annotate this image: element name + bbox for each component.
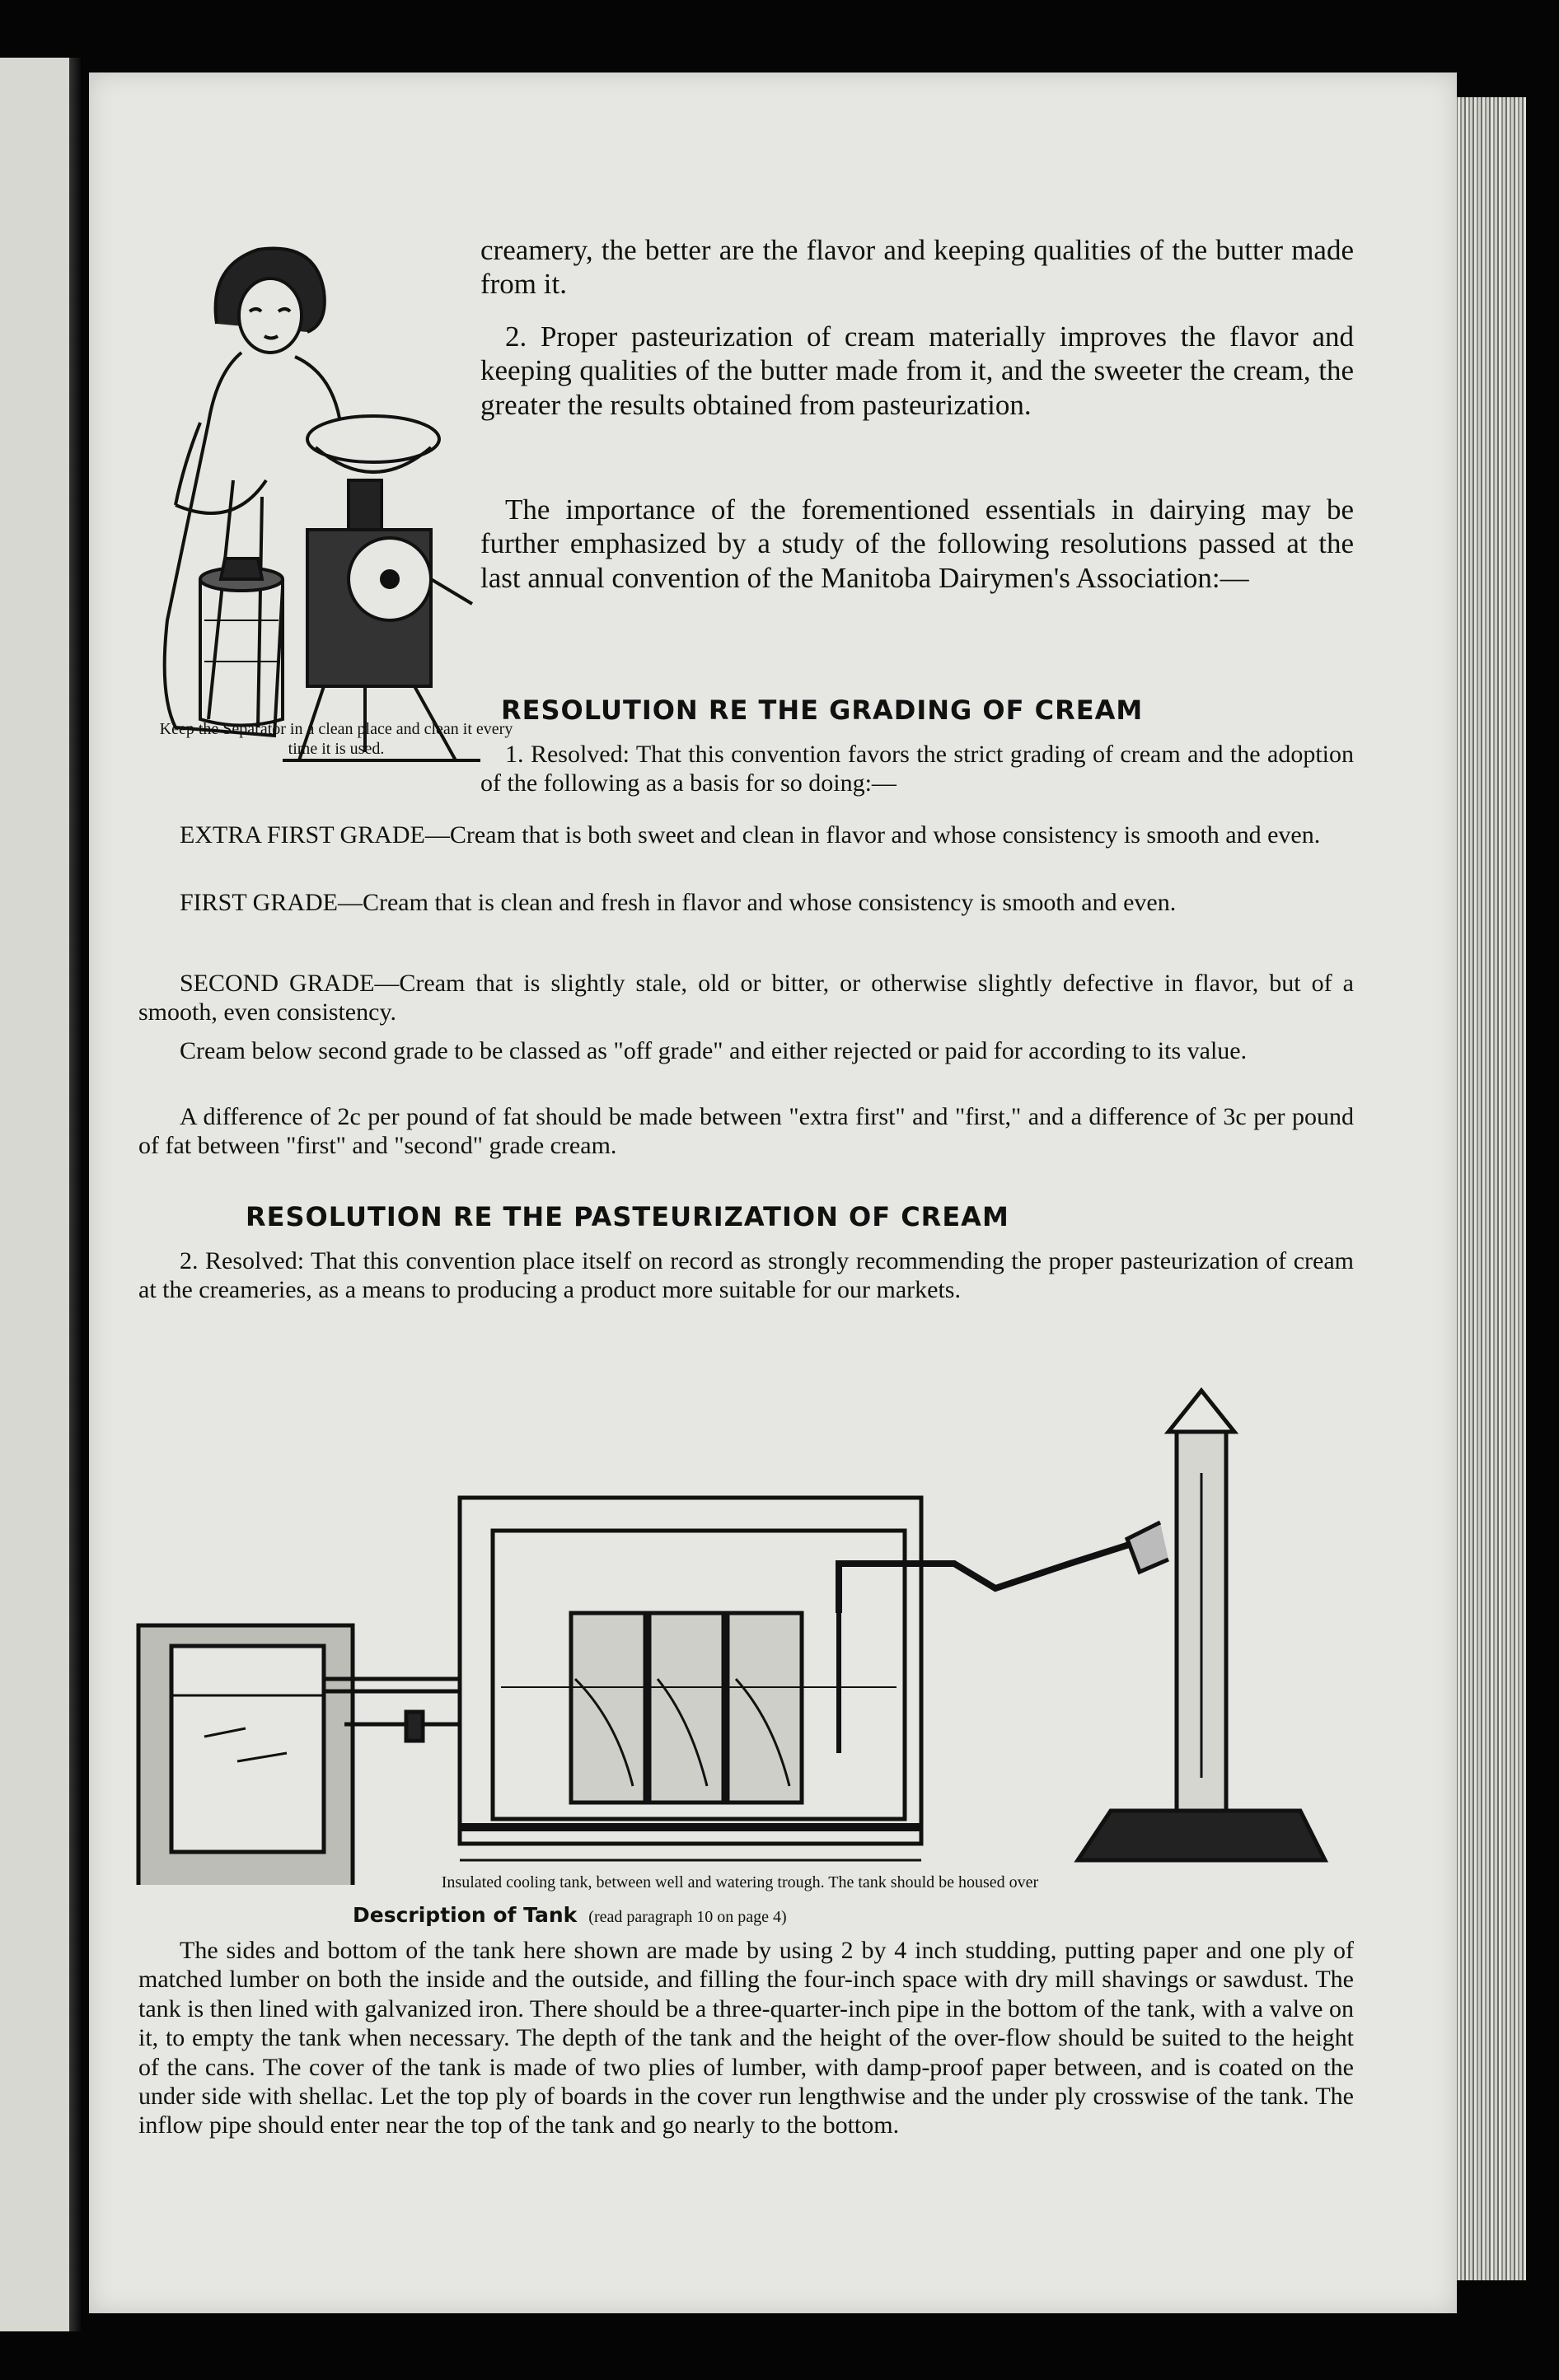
book-gutter — [69, 58, 81, 2331]
description-text: The sides and bottom of the tank here shown are made by using 2 by 4 inch studding, putting paper and one ply of matched lumber on both the inside and the outside, and filling the four-inch space with dry mill shavings or sawdust. The tank is then lined with galvanized iron. There should be a three-quarter-inch pipe in the bottom of the tank, with a valve on it, to empty the tank when necessary. The depth of the tank and the height of the over-flow should be suited to the height of the cans. The cover of the tank is made of two plies of lumber, with damp-proof paper between, and is coated on the under side with shellac. Let the top ply of boards in the cover run lengthwise and the under ply crosswise of the tank. The inflow pipe should enter near the top of the tank and go nearly to the bottom. — [138, 1937, 1354, 2139]
separator-illustration — [118, 233, 522, 777]
description-title-row — [353, 1903, 787, 1927]
first-grade: FIRST GRADE—Cream that is clean and fresh in flavor and whose consistency is smooth and even. — [180, 889, 1177, 916]
description-title: Description of Tank — [353, 1903, 578, 1927]
grading-heading: RESOLUTION RE THE GRADING OF CREAM — [501, 694, 1144, 726]
pasteurization-resolved: 2. Resolved: That this convention place itself on record as strongly recommending the proper pasteurization of cream at the creameries, as a means to producing a product more suitable for our markets. — [138, 1247, 1354, 1304]
off-grade: Cream below second grade to be classed as "off grade" and either rejected or paid for according to its value. — [180, 1037, 1248, 1064]
book-page — [89, 72, 1457, 2313]
grading-resolved: 1. Resolved: That this convention favors the strict grading of cream and the adoption of the following as a basis for so doing:— — [480, 741, 1354, 797]
pasteurization-heading: RESOLUTION RE THE PASTEURIZATION OF CREAM — [246, 1201, 1009, 1232]
tank-caption: Insulated cooling tank, between well and watering trough. The tank should be housed over — [441, 1873, 1039, 1891]
second-grade: SECOND GRADE—Cream that is slightly stale, old or bitter, or otherwise slightly defective in flavor, but of a smooth, even consistency. — [138, 970, 1354, 1026]
facing-page-edge — [0, 58, 76, 2331]
intro-paragraph-1: creamery, the better are the flavor and keeping qualities of the butter made from it. — [480, 234, 1354, 301]
extra-first-grade: EXTRA FIRST GRADE—Cream that is both sweet and clean in flavor and whose consistency is smooth and even. — [180, 821, 1321, 849]
intro-paragraph-3: The importance of the forementioned essentials in dairying may be further emphasized by a study of the following resolutions passed at the last annual convention of the Manitoba Dairymen's Association:— — [480, 493, 1354, 594]
cooling-tank-diagram — [130, 1366, 1333, 1885]
intro-paragraph-2: 2. Proper pasteurization of cream materially improves the flavor and keeping qualities of the butter made from it, and the sweeter the cream, the greater the results obtained from pasteurization. — [480, 320, 1354, 421]
grade-price-difference: A difference of 2c per pound of fat should be made between "extra first" and "first," and a difference of 3c per pound of fat between "first" and "second" grade cream. — [138, 1103, 1354, 1160]
separator-caption: Keep the Separator in a clean place and clean it every time it is used. — [159, 720, 513, 758]
description-reference: (read paragraph 10 on page 4) — [588, 1908, 787, 1926]
